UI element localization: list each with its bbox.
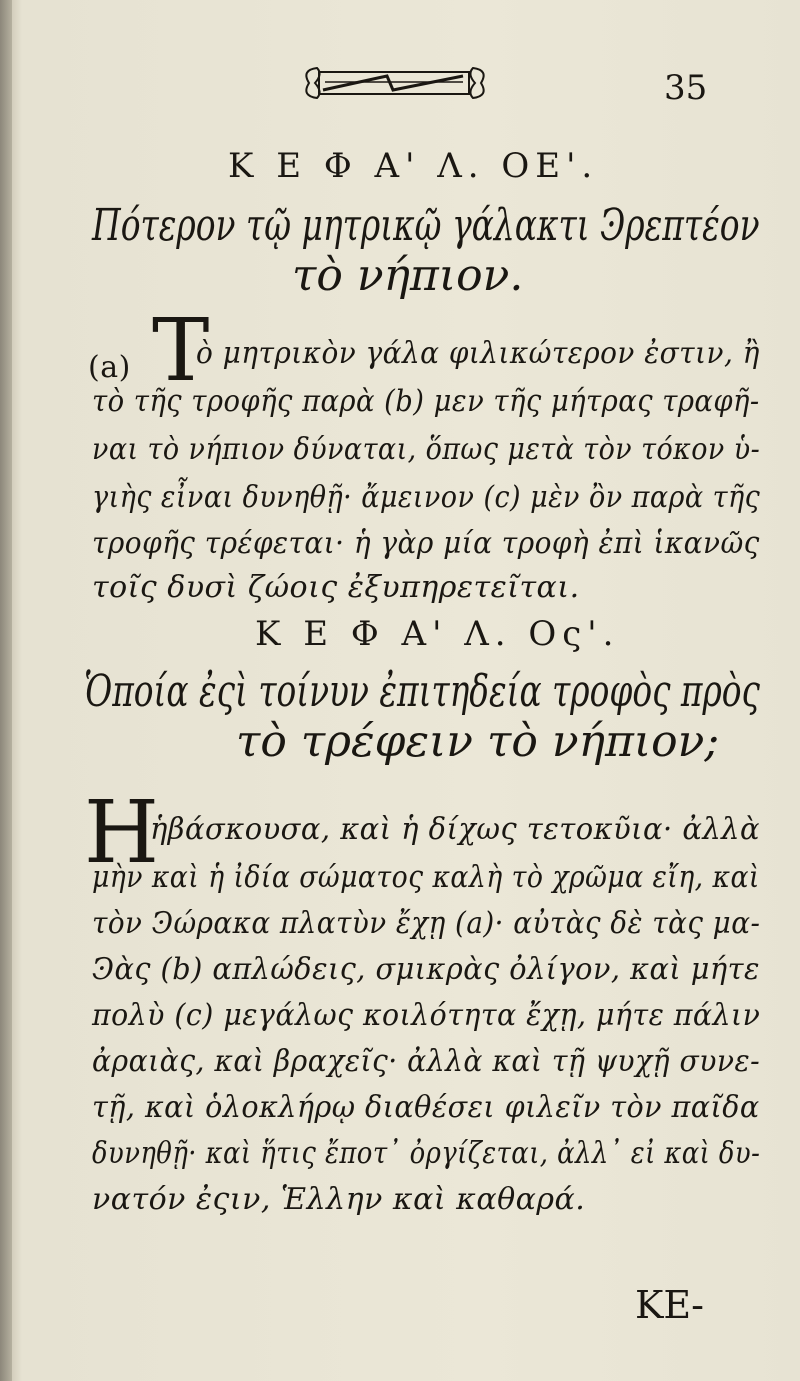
note-marker: (a) [88, 350, 131, 385]
binding-gutter [0, 0, 12, 1381]
body-line: ναι τὸ νήπιον δύναται, ὅπως μετὰ τὸν τόκον ὑ- [92, 432, 761, 467]
body-line: πολὺ (c) μεγάλως κοιλότητα ἔχῃ, μήτε πάλιν [92, 998, 761, 1033]
drop-cap: Η [84, 783, 159, 883]
body-line: ὸ μητρικὸν γάλα φιλικώτερον ἐστιν, ἢ [196, 336, 760, 371]
chapter-title-line-2: τὸ νήπιον. [292, 250, 524, 301]
body-line: νατόν ἐςιν, Ἑλλην καὶ καθαρά. [92, 1182, 586, 1217]
body-line: μὴν καὶ ἡ ἰδία σώματος καλὴ τὸ χρῶμα εἴη, καὶ [92, 860, 760, 895]
body-line: Ͽὰς (b) απλώδεις, σμικρὰς ὀλίγον, καὶ μήτε [92, 952, 760, 987]
catchword: ΚΕ- [635, 1283, 704, 1327]
body-line: ἡβάσκουσα, καὶ ἡ δίχως τετοκῦια· ἀλλὰ [150, 812, 761, 847]
body-line: τὸ τῆς τροφῆς παρὰ (b) μεν τῆς μήτρας τραφῆ- [92, 384, 760, 419]
drop-cap: Τ [152, 301, 210, 401]
body-line: ἀραιὰς, καὶ βραχεῖς· ἀλλὰ καὶ τῇ ψυχῇ συνε- [92, 1044, 761, 1079]
body-line: τοῖς δυσὶ ζώοις ἐξυπηρετεῖται. [92, 570, 580, 605]
chapter-title-line-1: Πότερον τῷ μητρικῷ γάλακτι Ͽρεπτέον [92, 200, 760, 251]
ornament-icon [295, 60, 495, 106]
body-line: γιὴς εἶναι δυνηθῇ· ἄμεινον (c) μὲν ὂν παρὰ τῆς [92, 480, 761, 515]
chapter-heading-1: Κ Ε Φ Α' Λ. ΟΕ'. [228, 146, 599, 186]
body-line: τροφῆς τρέφεται· ἡ γὰρ μία τροφὴ ἐπὶ ἱκανῶς [92, 526, 760, 561]
chapter-title-line-2: τὸ τρέφειν τὸ νήπιον; [236, 716, 720, 767]
chapter-heading-2: Κ Ε Φ Α' Λ. Ος'. [255, 614, 620, 654]
chapter-title-line-1: Ὁποία ἐςὶ τοίνυν ἐπιτηδεία τροφὸς πρὸς [84, 666, 760, 717]
body-line: τὸν Ͽώρακα πλατὺν ἔχῃ (a)· αὐτὰς δὲ τὰς μα- [92, 906, 761, 941]
body-line: τῇ, καὶ ὁλοκλήρῳ διαθέσει φιλεῖν τὸν παῖδα [92, 1090, 760, 1125]
page-number: 35 [664, 68, 708, 108]
body-line: δυνηθῇ· καὶ ἥτις ἔποτ᾽ ὀργίζεται, ἀλλ᾽ εἰ καὶ δυ- [92, 1136, 761, 1171]
